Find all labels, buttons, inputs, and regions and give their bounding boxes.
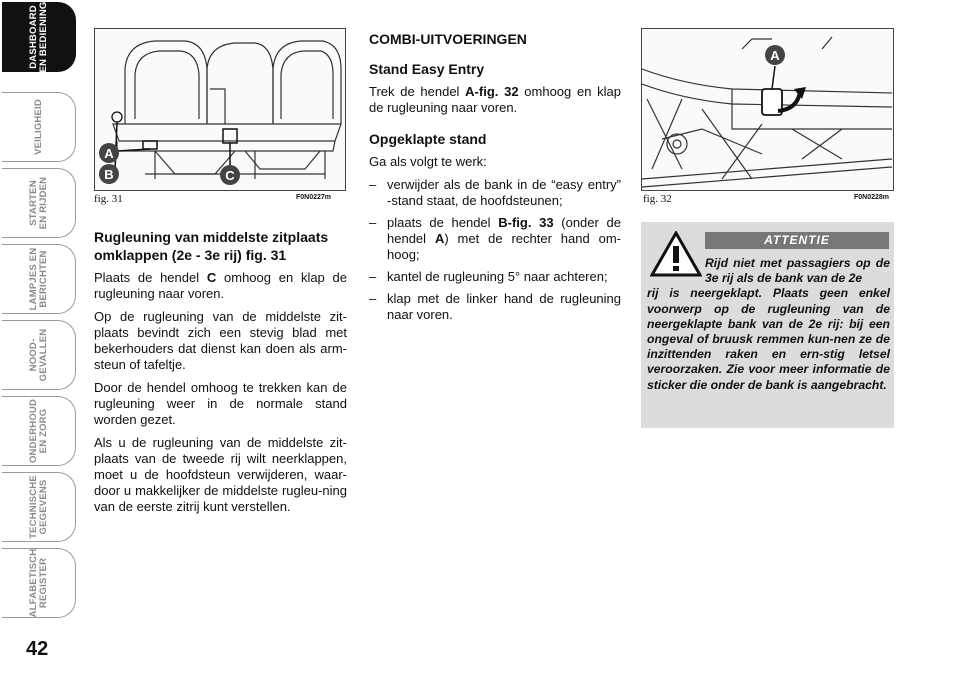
fig31-code: F0N0227m bbox=[296, 194, 332, 201]
seat-illustration bbox=[95, 29, 346, 191]
list-item: – klap met de linker hand de rugleuning naar voren. bbox=[369, 291, 621, 323]
svg-text:A: A bbox=[104, 146, 114, 161]
callout-b bbox=[99, 164, 119, 184]
subheading-easy-entry: Stand Easy Entry bbox=[369, 61, 485, 77]
tab-label: ALFABETISCH REGISTER bbox=[27, 548, 49, 618]
left-column bbox=[94, 228, 347, 522]
tab-veiligheid[interactable] bbox=[2, 92, 76, 162]
paragraph: Ga als volgt te werk: bbox=[369, 154, 487, 169]
tab-label: VEILIGHEID bbox=[32, 99, 44, 155]
svg-text:C: C bbox=[225, 168, 235, 183]
tab-label: ONDERHOUD EN ZORG bbox=[27, 398, 49, 464]
page-number: 42 bbox=[26, 638, 49, 660]
tab-label: TECHNISCHE GEGEVENS bbox=[27, 475, 49, 539]
chapter-tabs bbox=[0, 0, 80, 640]
warning-text: Rijd niet met passagiers op de 3e rij als de bank van de 2e rij is neergeklapt. Plaats geen enkel voorwerp op de rugleuning van de neergeklapte bank van de 2e rij: bij een ongeval of bruusk remmen kun-nen ze de inzittenden raken en ern-stig letsel veroorzaken. Zie voor meer informatie de sticker die onder de bank is aangebracht. bbox=[647, 256, 890, 392]
callout-a bbox=[99, 143, 119, 163]
middle-column bbox=[369, 30, 621, 329]
warning-box bbox=[641, 222, 894, 428]
warning-title: ATTENTIE bbox=[705, 232, 889, 249]
section-title: COMBI-UITVOERINGEN bbox=[369, 31, 527, 47]
list-item: – verwijder als de bank in de “easy entry” -stand staat, de hoofdsteunen; bbox=[369, 177, 621, 209]
figure-32 bbox=[641, 28, 894, 191]
tab-label: LAMPJES EN BERICHTEN bbox=[27, 247, 49, 311]
svg-text:B: B bbox=[104, 167, 114, 182]
fig32-code: F0N0228m bbox=[854, 194, 890, 201]
tab-starten[interactable] bbox=[2, 168, 76, 238]
callout-c bbox=[220, 165, 240, 185]
list-item: – kantel de rugleuning 5° naar achteren; bbox=[369, 269, 621, 285]
bench-illustration bbox=[642, 29, 894, 191]
subheading-folded: Opgeklapte stand bbox=[369, 131, 487, 147]
svg-text:A: A bbox=[770, 48, 780, 63]
fig31-caption: fig. 31 bbox=[94, 193, 123, 205]
fig32-caption: fig. 32 bbox=[643, 193, 672, 205]
section-heading: Rugleuning van middelste zitplaats omklappen (2e - 3e rij) fig. 31 bbox=[94, 229, 329, 263]
tab-lampjes[interactable] bbox=[2, 244, 76, 314]
tab-technische[interactable] bbox=[2, 472, 76, 542]
tab-register[interactable] bbox=[2, 548, 76, 618]
callout-a bbox=[765, 45, 785, 65]
tab-label: DASHBOARD EN BEDIENING bbox=[27, 1, 49, 73]
paragraph: Plaats de hendel C omhoog en klap de rugleuning naar voren. bbox=[94, 270, 347, 301]
tab-label: NOOD- GEVALLEN bbox=[27, 328, 49, 382]
paragraph: Op de rugleuning van de middelste zit-plaats bevindt zich een stevig blad met bekerhouders dat dienst kan doen als arm-steun of tafeltje. bbox=[94, 309, 347, 372]
tab-label: STARTEN EN RIJDEN bbox=[27, 176, 49, 230]
steps-list bbox=[369, 177, 621, 323]
figure-31 bbox=[94, 28, 346, 191]
paragraph: Door de hendel omhoog te trekken kan de rugleuning weer in de normale stand worden gezet. bbox=[94, 380, 347, 427]
tab-dashboard[interactable] bbox=[2, 2, 76, 72]
tab-onderhoud[interactable] bbox=[2, 396, 76, 466]
paragraph: Als u de rugleuning van de middelste zit-plaats van de tweede rij wilt neerklappen, moet u de hoofdsteun verwijderen, waar-door u makkelijker de middelste rugleu-ning van de eerste zitrij kunt verstellen. bbox=[94, 435, 347, 514]
paragraph: Trek de hendel A-fig. 32 omhoog en klap de rugleuning naar voren. bbox=[369, 84, 621, 115]
tab-noodgevallen[interactable] bbox=[2, 320, 76, 390]
list-item: – plaats de hendel B-fig. 33 (onder de hendel A) met de rechter hand om-hoog; bbox=[369, 215, 621, 263]
